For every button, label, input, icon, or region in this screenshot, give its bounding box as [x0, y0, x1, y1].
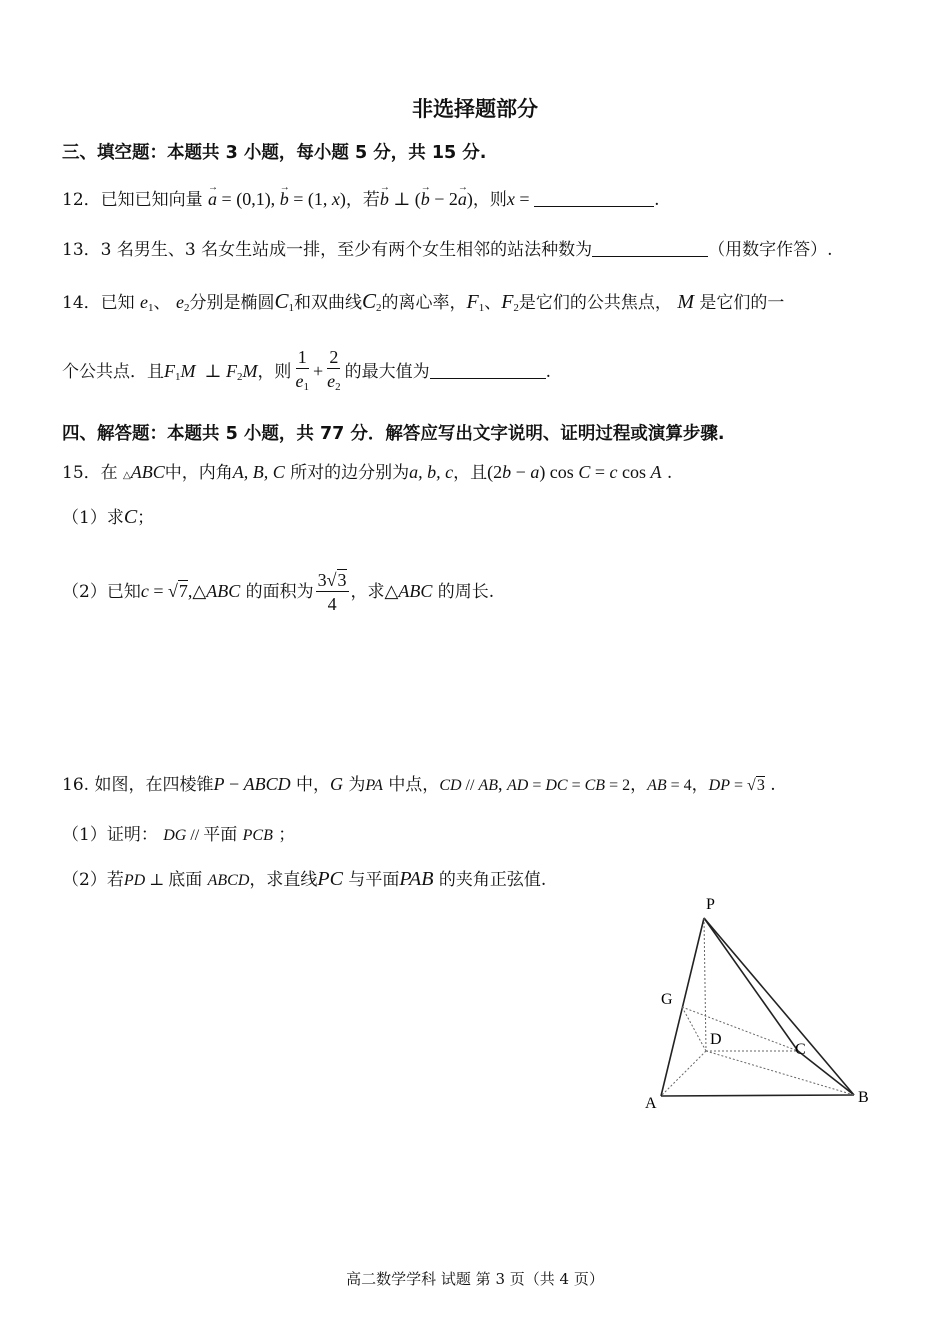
question-12: 12．已知已知向量 → a = (0,1), → b = (1, x)，若→ b ⊥ (→ b − 2→ a)，则x = . [62, 188, 659, 211]
edge-PB [704, 918, 854, 1095]
question-16-part2: （2）若PD ⊥ 底面 ABCD，求直线PC 与平面PAB 的夹角正弦值. [62, 868, 547, 890]
section4-heading: 四、解答题：本题共 5 小题，共 77 分．解答应写出文字说明、证明过程或演算步骤. [62, 424, 725, 444]
question-16: 16. 如图，在四棱锥P − ABCD 中，G 为PA 中点，CD // AB, AD = DC = CB = 2，AB = 4，DP = √3 . [62, 774, 776, 795]
question-15: 15．在 △ABC中，内角A, B, C 所对的边分别为a, b, c，且(2b − a) cos C = c cos A . [62, 462, 673, 483]
edge-DG [682, 1007, 706, 1051]
edge-DB [706, 1051, 854, 1095]
section3-heading: 三、填空题：本题共 3 小题，每小题 5 分，共 15 分. [62, 143, 487, 163]
label-P: P [706, 896, 715, 913]
label-G: G [661, 991, 673, 1008]
question-15-part2: （2）已知c = √7,△ABC 的面积为 $\frac{3√3}{4}$ ，求△ABC 的周长. [62, 570, 495, 614]
label-A: A [645, 1095, 657, 1112]
label-B: B [858, 1089, 869, 1106]
edge-CB [798, 1051, 854, 1095]
edge-AB [661, 1095, 854, 1096]
question-14-line2: 个公共点．且$F_1M$ ⊥ $F_2M$，则 $\frac{1}{e_1}$ + $\frac{2}{e_2}$ 的最大值为 . [62, 347, 551, 393]
edge-GC [682, 1007, 798, 1051]
question-15-part1: （1）求C； [62, 506, 155, 528]
label-C: C [795, 1041, 806, 1058]
section-title: 非选择题部分 [412, 97, 538, 121]
question-13: 13．3 名男生、3 名女生站成一排，至少有两个女生相邻的站法种数为 （用数字作答）. [62, 240, 833, 260]
edge-PD [704, 918, 706, 1051]
page-footer: 高二数学学科 试题 第 3 页（共 4 页） [346, 1270, 604, 1288]
question-14: 14．已知 $e_1$、 $e_2$分别是椭圆$C_1$和双曲线$C_2$的离心率，$F_1$、$F_2$是它们的公共焦点， M 是它们的一 [62, 289, 785, 314]
question-16-part1: （1）证明： DG // 平面 PCB ； [62, 825, 296, 845]
label-D: D [710, 1031, 722, 1048]
edge-DA [661, 1051, 706, 1096]
